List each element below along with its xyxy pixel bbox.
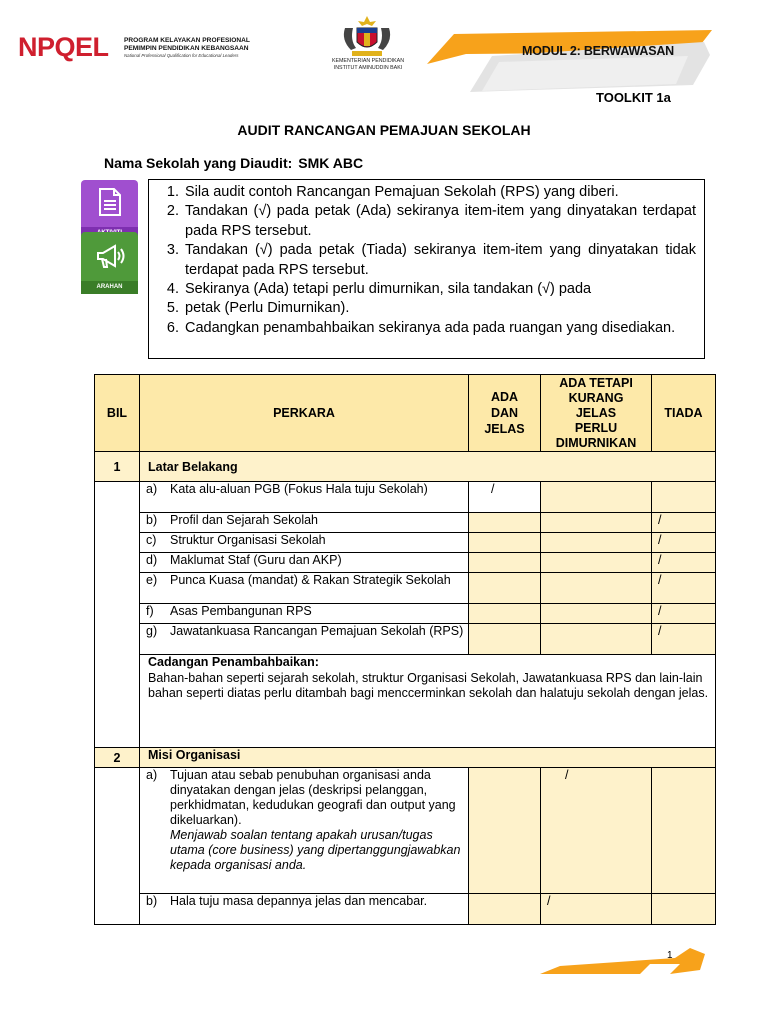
section-number: 2 xyxy=(95,748,140,768)
table-row xyxy=(95,573,716,604)
tiada-cell[interactable] xyxy=(652,482,716,513)
activity-badge xyxy=(81,180,138,240)
document-title: AUDIT RANCANGAN PEMAJUAN SEKOLAH xyxy=(237,122,531,138)
logo-line-3: National Professional Qualification for Educational Leaders xyxy=(124,53,239,58)
kurang-cell[interactable] xyxy=(541,624,652,655)
ada-cell[interactable] xyxy=(469,553,541,573)
tiada-cell[interactable]: / xyxy=(652,553,716,573)
instruction-item: 3. Tandakan (√) pada petak (Tiada) sekiranya item-item yang dinyatakan tidak terdapat pada RPS tersebut. xyxy=(183,241,696,280)
item-text: Maklumat Staf (Guru dan AKP) xyxy=(170,553,342,567)
tiada-cell[interactable]: / xyxy=(652,604,716,624)
item-key: c) xyxy=(146,533,157,547)
kurang-cell[interactable]: / xyxy=(541,894,652,925)
col-header-kurang-line: ADA TETAPI xyxy=(559,375,633,390)
item-key: e) xyxy=(146,573,158,587)
section-row xyxy=(95,452,716,482)
instruction-item: 1. Sila audit contoh Rancangan Pemajuan Sekolah (RPS) yang diberi. xyxy=(183,183,696,202)
school-name-line xyxy=(104,155,363,171)
tiada-cell[interactable] xyxy=(652,894,716,925)
kurang-cell[interactable] xyxy=(541,604,652,624)
item-cell xyxy=(140,624,469,655)
item-key: g) xyxy=(146,624,158,638)
item-text: Jawatankuasa Rancangan Pemajuan Sekolah (RPS) xyxy=(170,624,464,638)
instruction-item: 6. Cadangkan penambahbaikan sekiranya ada pada ruangan yang disediakan. xyxy=(183,319,696,338)
item-note: Menjawab soalan tentang apakah urusan/tugas utama (core business) yang dipertanggungjawabkan kepada organisasi anda. xyxy=(170,828,461,872)
item-cell xyxy=(140,768,469,894)
document-icon xyxy=(98,188,122,216)
section-row xyxy=(95,748,716,768)
direction-label: ARAHAN xyxy=(81,281,138,294)
table-row xyxy=(95,768,716,894)
item-text: Hala tuju masa depannya jelas dan mencabar. xyxy=(170,894,428,908)
instruction-item: 5. petak (Perlu Dimurnikan). xyxy=(183,299,696,318)
col-header-bil: BIL xyxy=(95,375,140,452)
table-row xyxy=(95,482,716,513)
kurang-cell[interactable] xyxy=(541,573,652,604)
school-label: Nama Sekolah yang Diaudit: xyxy=(104,155,293,171)
direction-badge xyxy=(81,232,138,294)
megaphone-icon xyxy=(95,244,125,270)
item-cell xyxy=(140,894,469,925)
suggestion-cell[interactable] xyxy=(140,655,716,748)
table-row xyxy=(95,553,716,573)
tiada-cell[interactable]: / xyxy=(652,513,716,533)
tiada-cell[interactable]: / xyxy=(652,624,716,655)
suggestion-text: Bahan-bahan seperti sejarah sekolah, struktur Organisasi Sekolah, Jawatankuasa RPS dan lain-lain bahan seperti diatas perlu ditambah bagi menccerminkan sekolah dan halatuju sekolah dengan jelas. xyxy=(148,670,709,700)
ada-cell[interactable] xyxy=(469,513,541,533)
instructions-box xyxy=(148,179,705,359)
table-row xyxy=(95,894,716,925)
bil-cell xyxy=(95,482,140,748)
ministry-name xyxy=(300,58,436,71)
item-key: b) xyxy=(146,513,158,527)
instruction-item: 2. Tandakan (√) pada petak (Ada) sekiranya item-item yang dinyatakan terdapat pada RPS tersebut. xyxy=(183,202,696,241)
ada-cell[interactable] xyxy=(469,624,541,655)
suggestion-row xyxy=(95,655,716,748)
item-key: b) xyxy=(146,894,158,908)
table-row xyxy=(95,604,716,624)
audit-table xyxy=(94,374,716,925)
table-header-row xyxy=(95,375,716,452)
toolkit-label: TOOLKIT 1a xyxy=(596,90,671,105)
kurang-cell[interactable] xyxy=(541,482,652,513)
ada-cell[interactable] xyxy=(469,573,541,604)
item-text: Asas Pembangunan RPS xyxy=(170,604,312,618)
item-text: Kata alu-aluan PGB (Fokus Hala tuju Sekolah) xyxy=(170,482,428,496)
npqel-logo-text xyxy=(124,37,274,59)
item-cell xyxy=(140,533,469,553)
item-key: a) xyxy=(146,482,158,496)
item-key: d) xyxy=(146,553,158,567)
col-header-tiada: TIADA xyxy=(652,375,716,452)
table-row xyxy=(95,513,716,533)
ada-cell[interactable] xyxy=(469,604,541,624)
item-cell xyxy=(140,553,469,573)
col-header-ada: ADA DAN JELAS xyxy=(469,375,541,452)
coat-of-arms-icon xyxy=(328,14,406,58)
page-number: 1 xyxy=(667,950,673,961)
ministry-line-1: KEMENTERIAN PENDIDIKAN xyxy=(331,58,405,64)
bil-cell xyxy=(95,768,140,925)
item-cell xyxy=(140,482,469,513)
table-row xyxy=(95,533,716,553)
tiada-cell[interactable]: / xyxy=(652,573,716,604)
item-cell xyxy=(140,604,469,624)
item-key: a) xyxy=(146,768,158,782)
ada-cell[interactable]: / xyxy=(469,482,541,513)
item-text: Profil dan Sejarah Sekolah xyxy=(170,513,319,527)
section-title: Misi Organisasi xyxy=(140,748,716,768)
col-header-kurang-line: JELAS xyxy=(575,405,617,420)
kurang-cell[interactable]: / xyxy=(541,768,652,894)
logo-line-1: PROGRAM KELAYAKAN PROFESIONAL xyxy=(124,37,250,44)
footer-decoration xyxy=(530,940,710,980)
item-cell xyxy=(140,513,469,533)
ada-cell[interactable] xyxy=(469,533,541,553)
tiada-cell[interactable]: / xyxy=(652,533,716,553)
kurang-cell[interactable] xyxy=(541,553,652,573)
col-header-kurang xyxy=(541,375,652,452)
item-cell xyxy=(140,573,469,604)
logo-line-2: PEMIMPIN PENDIDIKAN KEBANGSAAN xyxy=(124,45,249,52)
instruction-item: 4. Sekiranya (Ada) tetapi perlu dimurnikan, sila tandakan (√) pada xyxy=(183,280,696,299)
ada-cell[interactable] xyxy=(469,894,541,925)
col-header-perkara: PERKARA xyxy=(140,375,469,452)
section-number: 1 xyxy=(95,452,140,482)
item-key: f) xyxy=(146,604,154,618)
school-value: SMK ABC xyxy=(298,155,364,171)
instructions-list xyxy=(149,180,704,338)
item-text: Punca Kuasa (mandat) & Rakan Strategik Sekolah xyxy=(170,573,451,587)
suggestion-label: Cadangan Penambahbaikan: xyxy=(148,655,319,669)
item-text: Struktur Organisasi Sekolah xyxy=(170,533,326,547)
col-header-kurang-line: DIMURNIKAN xyxy=(555,435,637,450)
col-header-kurang-line: KURANG xyxy=(568,390,624,405)
module-title: MODUL 2: BERWAWASAN xyxy=(522,44,674,58)
kurang-cell[interactable] xyxy=(541,513,652,533)
item-text: Tujuan atau sebab penubuhan organisasi anda dinyatakan dengan jelas (deskripsi pelanggan, perkhidmatan, kedudukan geografi dan output yang dikeluarkan). xyxy=(170,768,456,827)
tiada-cell[interactable] xyxy=(652,768,716,894)
table-row xyxy=(95,624,716,655)
ada-cell[interactable] xyxy=(469,768,541,894)
kurang-cell[interactable] xyxy=(541,533,652,553)
ministry-line-2: INSTITUT AMINUDDIN BAKI xyxy=(333,64,403,71)
col-header-kurang-line: PERLU xyxy=(574,420,618,435)
section-title: Latar Belakang xyxy=(140,452,716,482)
npqel-logo: NPQEL xyxy=(18,32,109,62)
